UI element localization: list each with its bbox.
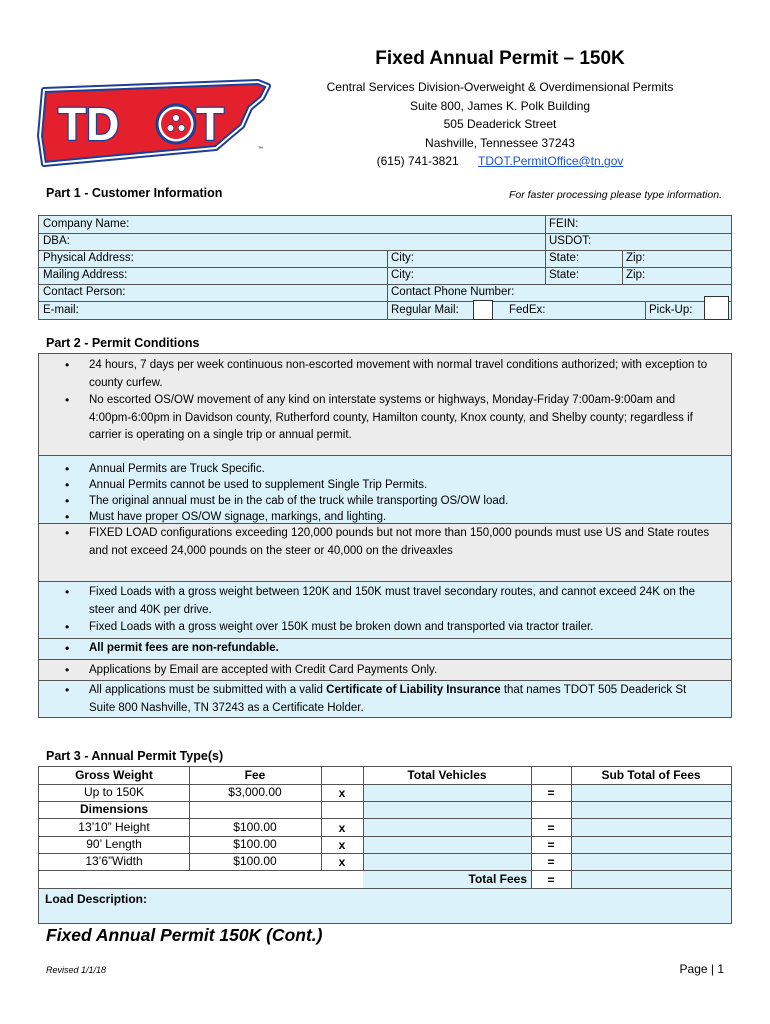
header-total-vehicles: Total Vehicles (407, 768, 487, 782)
row-fee: $100.00 (233, 820, 277, 834)
list-item: • Applications by Email are accepted with Credit Card Payments Only. (39, 662, 731, 680)
address-line: 505 Deaderick Street (443, 117, 557, 131)
list-item: • Fixed Loads with a gross weight between 120K and 150K must travel secondary routes, and cannot exceed 24K on the steer and 40K per drive. (39, 584, 731, 619)
list-item: • FIXED LOAD configurations exceeding 120,000 pounds but not more than 150,000 pounds must use US and State routes and not exceed 24,000 pounds on the steer or 40,000 on the driveaxles (39, 525, 731, 560)
total-fees-label: Total Fees (468, 872, 527, 886)
list-item: • No escorted OS/OW movement of any kind on interstate systems or highways, Monday-Friday 7:00am-9:00am and 4:00pm-6:00pm in Davidson county, Rutherford county, Hamilton county, Knox county, and Shelby county; regardless if carrier is operating on a single trip or annual permit. (39, 392, 731, 445)
header-subtotal: Sub Total of Fees (601, 768, 701, 782)
load-description-field[interactable]: Load Description: (45, 892, 148, 906)
list-item: • 24 hours, 7 days per week continuous non-escorted movement with normal travel conditions authorized; with exception to county curfew. (39, 357, 731, 392)
subtotal-input[interactable] (572, 785, 730, 801)
header-gross-weight: Gross Weight (75, 768, 153, 782)
list-item: • Fixed Loads with a gross weight over 150K must be broken down and transported via tractor trailer. (39, 619, 731, 637)
row-label: 13’10” Height (78, 820, 150, 834)
fein-field[interactable]: FEIN: (549, 218, 579, 230)
usdot-field[interactable]: USDOT: (549, 235, 592, 247)
page-number: Page | 1 (679, 962, 724, 976)
row-multiply: x (338, 786, 346, 800)
insurance-text: All applications must be submitted with a valid (89, 684, 327, 696)
mailing-zip-field[interactable]: Zip: (626, 269, 646, 281)
row-fee: $3,000.00 (228, 785, 282, 799)
vehicles-input[interactable] (364, 785, 530, 801)
conditions-block-routes (39, 582, 731, 639)
svg-text:T: T (196, 98, 225, 150)
office-email-link[interactable]: TDOT.PermitOffice@tn.gov (478, 154, 624, 168)
row-label: 90’ Length (86, 837, 142, 851)
row-fee: $100.00 (233, 837, 277, 851)
dimensions-label: Dimensions (79, 802, 148, 816)
subtotal-input[interactable] (572, 854, 730, 870)
physical-address-field[interactable]: Physical Address: (43, 252, 134, 264)
dba-field[interactable]: DBA: (43, 235, 70, 247)
conditions-block-annual (39, 456, 731, 524)
header-fee: Fee (244, 768, 266, 782)
company-name-field[interactable]: Company Name: (43, 218, 130, 230)
pickup-label: Pick-Up: (649, 304, 693, 316)
insurance-certificate: Certificate of Liability Insurance (326, 684, 501, 696)
page-title: Fixed Annual Permit – 150K (375, 48, 625, 69)
list-item: • Must have proper OS/OW signage, markings, and lighting. (39, 509, 731, 525)
address-line: Suite 800, James K. Polk Building (409, 98, 591, 113)
customer-info-table (38, 215, 732, 320)
conditions-block-email (39, 660, 731, 681)
list-item: • Annual Permits cannot be used to supplement Single Trip Permits. (39, 477, 731, 493)
office-address (300, 78, 700, 171)
conditions-block-fees (39, 639, 731, 660)
subtotal-input[interactable] (572, 819, 730, 836)
physical-state-field[interactable]: State: (549, 252, 580, 264)
part1-title: Part 1 - Customer Information (46, 186, 223, 200)
conditions-block-fixed-load (39, 524, 731, 582)
insurance-text: that names TDOT 505 Deaderick St Suite 800 Nashville, TN 37243 as a Certificate Holder. (89, 684, 687, 714)
permit-type-table (38, 766, 732, 924)
row-multiply: x (338, 855, 346, 869)
logo-trademark: ™ (258, 146, 263, 152)
total-equals: = (547, 873, 555, 887)
email-field[interactable]: E-mail: (43, 304, 79, 316)
physical-city-field[interactable]: City: (391, 252, 414, 264)
row-equals: = (547, 855, 555, 869)
conditions-block-insurance (39, 681, 731, 717)
row-equals: = (547, 786, 555, 800)
row-fee: $100.00 (233, 854, 277, 868)
regular-mail-checkbox[interactable] (473, 300, 493, 320)
tdot-logo (36, 76, 276, 172)
row-equals: = (547, 821, 555, 835)
mailing-city-field[interactable]: City: (391, 269, 414, 281)
mailing-state-field[interactable]: State: (549, 269, 580, 281)
contact-person-field[interactable]: Contact Person: (43, 286, 126, 298)
svg-text:TD: TD (58, 98, 120, 150)
typing-note: For faster processing please type information. (508, 189, 722, 201)
address-line: Nashville, Tennessee 37243 (425, 135, 575, 150)
part2-title: Part 2 - Permit Conditions (46, 336, 200, 350)
list-item: • The original annual must be in the cab of the truck while transporting OS/OW load. (39, 493, 731, 509)
vehicles-input[interactable] (364, 837, 530, 853)
list-item (39, 682, 731, 717)
vehicles-input[interactable] (364, 854, 530, 870)
fedex-field[interactable]: FedEx: (509, 304, 546, 316)
revised-date: Revised 1/1/18 (46, 965, 107, 975)
conditions-block-movement (39, 354, 731, 456)
row-label: Up to 150K (83, 785, 145, 799)
total-fees-input[interactable] (572, 871, 730, 888)
contact-phone-field[interactable]: Contact Phone Number: (391, 286, 515, 298)
list-item: • All permit fees are non-refundable. (39, 640, 731, 658)
mailing-address-field[interactable]: Mailing Address: (43, 269, 128, 281)
office-phone: (615) 741-3821 (376, 154, 459, 168)
pickup-checkbox[interactable] (704, 296, 729, 320)
row-multiply: x (338, 838, 346, 852)
vehicles-input[interactable] (364, 819, 530, 836)
row-multiply: x (338, 821, 346, 835)
row-label: 13’6”Width (85, 854, 143, 868)
permit-conditions (38, 353, 732, 718)
address-line: Central Services Division-Overweight & Overdimensional Permits (326, 80, 674, 94)
continued-title: Fixed Annual Permit 150K (Cont.) (46, 925, 323, 945)
physical-zip-field[interactable]: Zip: (626, 252, 646, 264)
regular-mail-label: Regular Mail: (391, 304, 459, 316)
part3-title: Part 3 - Annual Permit Type(s) (46, 749, 224, 763)
row-equals: = (547, 838, 555, 852)
subtotal-input[interactable] (572, 837, 730, 853)
list-item: • Annual Permits are Truck Specific. (39, 461, 731, 477)
